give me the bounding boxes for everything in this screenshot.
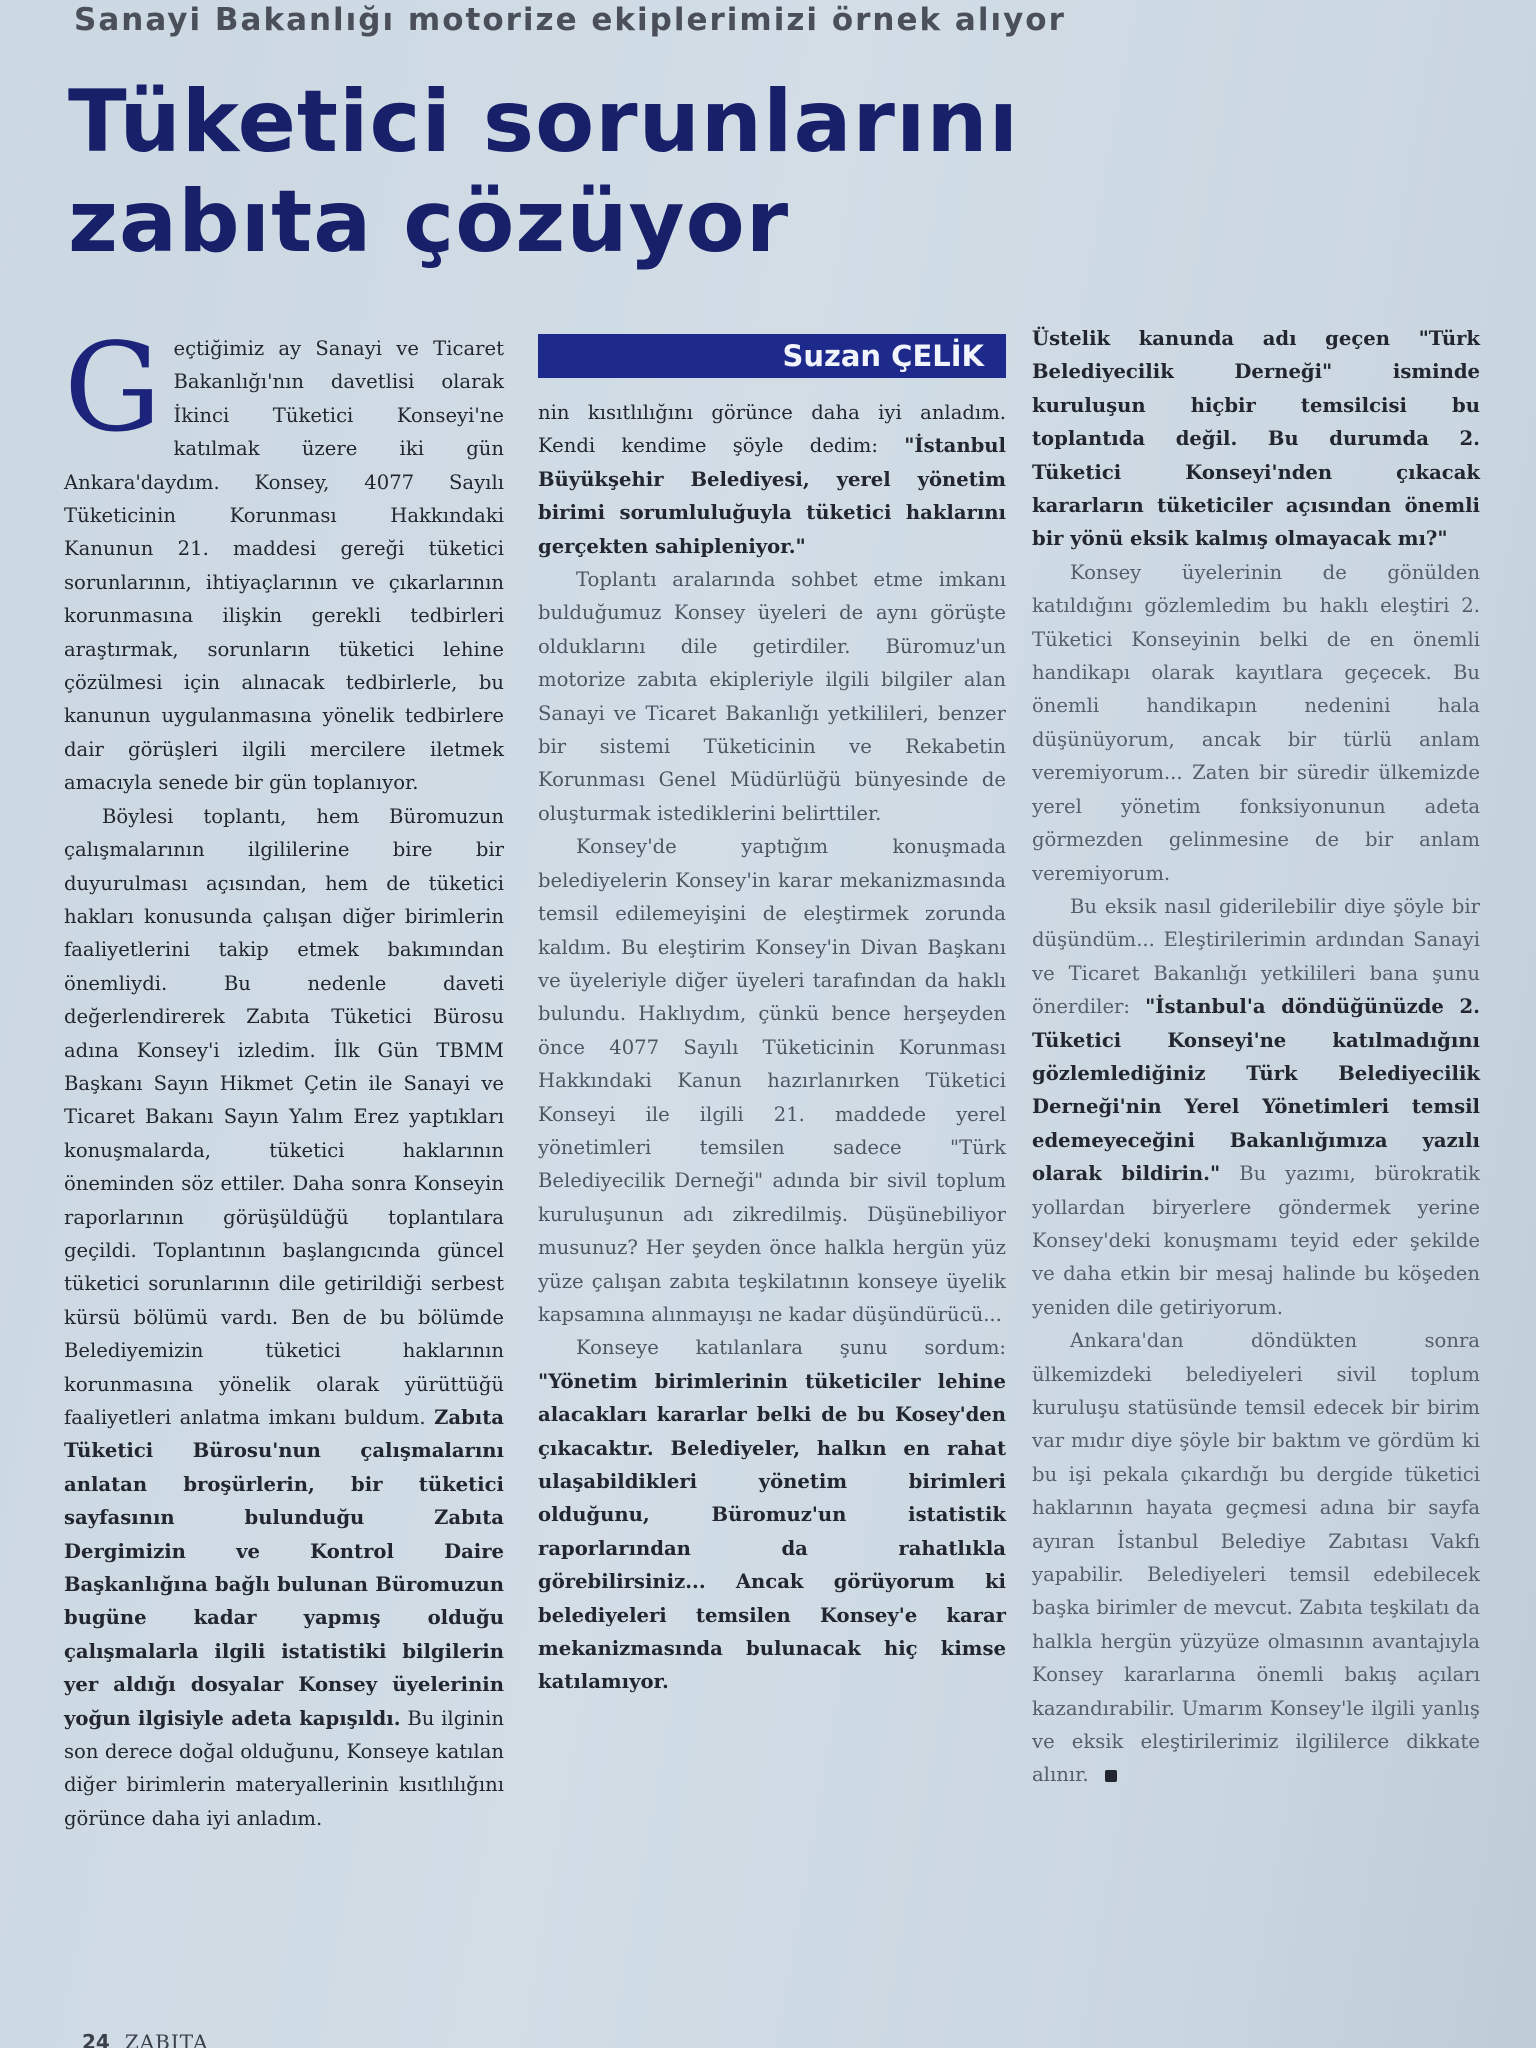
paragraph xyxy=(538,396,1006,563)
paragraph: Toplantı aralarında sohbet etme imkanı bulduğumuz Konsey üyeleri de aynı görüşte olduklarını dile getirdiler. Büromuz'un motorize zabıta ekipleriyle ilgili bilgiler alan Sanayi ve Ticaret Bakanlığı yetkilileri, benzer bir sistemi Tüketicinin ve Rekabetin Korunması Genel Müdürlüğü bünyesinde de oluşturmak istediklerini belirttiler. xyxy=(538,568,1006,825)
paragraph-bold-text: "İstanbul Büyükşehir Belediyesi, yerel yönetim birimi sorumluluğuyla tüketici haklarını gerçekten sahipleniyor." xyxy=(538,434,1006,558)
headline-line-2: zabıta çözüyor xyxy=(68,172,790,272)
article-column-3 xyxy=(1032,322,1480,1792)
paragraph xyxy=(64,317,504,800)
paragraph: Konsey üyelerinin de gönülden katıldığını gözlemledim bu haklı eleştiri 2. Tüketici Konseyinin belki de en önemli handikapı olarak kayıtlara geçecek. Bu önemli handikapın nedenini hala düşünüyorum, ancak bir türlü anlam veremiyorum... Zaten bir süredir ülkemizde yerel yönetim fonksiyonunun adeta görmezden gelinmesine de bir anlam veremiyorum. xyxy=(1032,560,1480,885)
drop-cap: G xyxy=(64,317,162,459)
end-of-article-icon xyxy=(1105,1770,1117,1782)
article-column-1 xyxy=(64,317,505,1835)
paragraph-bold-text: Zabıta Tüketici Bürosu'nun çalışmalarını anlatan broşürlerin, bir tüketici sayfasının bulunduğu Zabıta Dergimizin ve Kontrol Daire Başkanlığına bağlı bulunan Büromuzun bugüne kadar yapmış olduğu çalışmalarla ilgili istatistiki bilgilerin yer aldığı dosyalar Konsey üyelerinin yoğun ilgisiyle adeta kapışıldı. xyxy=(64,1406,504,1730)
author-byline: Suzan ÇELİK xyxy=(538,334,1006,378)
page-number: 24 xyxy=(82,2030,110,2048)
paragraph-text: Bu ilginin son derece doğal olduğunu, Konseye katılan diğer birimlerin materyallerinin kısıtlılığını görünce daha iyi anladım. xyxy=(64,1706,505,1830)
magazine-name: ZABITA xyxy=(124,2030,209,2048)
paragraph xyxy=(1032,1324,1480,1792)
paragraph-text: Böylesi toplantı, hem Büromuzun çalışmalarının ilgililerine bire bir duyurulması açısından, hem de tüketici hakları konusunda çalışan diğer birimlerin faaliyetlerini takip etmek bakımından önemliydi. Bu nedenle daveti değerlendirerek Zabıta Tüketici Bürosu adına Konsey'i izledim. İlk Gün TBMM Başkanı Sayın Hikmet Çetin ile Sanayi ve Ticaret Bakanı Sayın Yalım Erez yaptıkları konuşmalarda, tüketici haklarının öneminden söz ettiler. Daha sonra Konseyin raporlarının görüşüldüğü toplantılara geçildi. Toplantının başlangıcında güncel tüketici sorunlarının dile getirildiği serbest kürsü bölümü vardı. Ben de bu bölümde Belediyemizin tüketici haklarının korunmasına yönelik olarak yürüttüğü faaliyetleri anlatma imkanı buldum. xyxy=(64,804,504,1429)
kicker: Sanayi Bakanlığı motorize ekiplerimizi örnek alıyor xyxy=(74,2,1066,38)
paragraph xyxy=(1032,890,1480,1324)
paragraph-bold-text: "İstanbul'a döndüğünüzde 2. Tüketici Konseyi'ne katılmadığını gözlemlediğiniz Türk Belediyecilik Derneği'nin Yerel Yönetimleri temsil edemeyeceğini Bakanlığımıza yazılı olarak bildirin." xyxy=(1032,995,1480,1186)
paragraph-bold-text: Üstelik kanunda adı geçen "Türk Belediyecilik Derneği" isminde kuruluşun hiçbir temsilcisi bu toplantıda değil. Bu durumda 2. Tüketici Konseyi'nden çıkacak kararların tüketiciler açısından önemli bir yönü eksik kalmış olmayacak mı?" xyxy=(1032,327,1480,551)
paragraph-text: nin kısıtlılığını görünce daha iyi anladım. Kendi kendime şöyle dedim: xyxy=(538,401,1006,458)
paragraph-text: Konseye katılanlara şunu sordum: xyxy=(576,1336,1006,1360)
paragraph-text: Ankara'dan döndükten sonra ülkemizdeki belediyeleri sivil toplum kuruluşu statüsünde temsil edecek bir birim var mıdır diye şöyle bir baktım ve gördüm ki bu işi pekala çıkardığı bu dergide tüketici haklarının hayata geçmesi adına bir sayfa ayıran İstanbul Belediye Zabıtası Vakfı yapabilir. Belediyeleri temsil edebilecek başka birimler de mevcut. Zabıta teşkilatı da halkla hergün yüzyüze olmasının avantajıyla Konsey kararlarına önemli bakış açıları kazandırabilir. Umarım Konsey'le ilgili yanlış ve eksik eleştirilerimiz ilgililerce dikkate alınır. xyxy=(1032,1329,1480,1787)
paragraph-text: eçtiğimiz ay Sanayi ve Ticaret Bakanlığı'nın davetlisi olarak İkinci Tüketici Konseyi'ne katılmak üzere iki gün Ankara'daydım. Konsey, 4077 Sayılı Tüketicinin Korunması Hakkındaki Kanunun 21. maddesi gereği tüketici sorunlarının, ihtiyaçlarının ve çıkarlarının korunmasına ilişkin gerekli tedbirleri araştırmak, sorunların tüketici lehine çözülmesi için alınacak tedbirlerle, bu kanunun uygulanmasına yönelik tedbirlere dair görüşleri ilgili mercilere iletmek amacıyla senede bir gün toplanıyor. xyxy=(64,337,504,795)
paragraph: Konsey'de yaptığım konuşmada belediyelerin Konsey'in karar mekanizmasında temsil edilemeyişini de eleştirmek zorunda kaldım. Bu eleştirim Konsey'in Divan Başkanı ve üyeleriyle diğer üyeleri tarafından da haklı bulundu. Haklıydım, çünkü bence herşeyden önce 4077 Sayılı Tüketicinin Korunması Hakkındaki Kanun hazırlanırken Tüketici Konseyi ile ilgili 21. maddede yerel yönetimleri temsilen sadece "Türk Belediyecilik Derneği" adında bir sivil toplum kuruluşunun adı zikredilmiş. Düşünebiliyor musunuz? Her şeyden önce halkla hergün yüz yüze çalışan zabıta teşkilatının konseye üyelik kapsamına alınmayışı ne kadar düşündürücü... xyxy=(538,835,1006,1326)
page-folio xyxy=(82,2030,208,2048)
headline xyxy=(68,72,1019,272)
paragraph xyxy=(538,1331,1006,1698)
article-column-2 xyxy=(538,396,1006,1699)
paragraph-text: Bu eksik nasıl giderilebilir diye şöyle bir düşündüm... Eleştirilerimin ardından Sanayi ve Ticaret Bakanlığı yetkilileri bana şunu önerdiler: xyxy=(1032,894,1480,1019)
paragraph xyxy=(1032,322,1480,556)
headline-line-1: Tüketici sorunlarını xyxy=(68,72,1020,172)
paragraph-text: Bu yazımı, bürokratik yollardan biryerlere göndermek yerine Konsey'deki konuşmamı teyid eder şekilde ve daha etkin bir mesaj halinde bu köşeden yeniden dile getiriyorum. xyxy=(1032,1162,1480,1319)
paragraph-bold-text: "Yönetim birimlerinin tüketiciler lehine alacakları kararlar belki de bu Kosey'den çıkacaktır. Belediyeler, halkın en rahat ulaşabildikleri yönetim birimleri olduğunu, Büromuz'un istatistik raporlarından da rahatlıkla görebilirsiniz... Ancak görüyorum ki belediyeleri temsilen Konsey'e karar mekanizmasında bulunacak hiç kimse katılamıyor. xyxy=(538,1369,1006,1694)
paragraph xyxy=(64,800,504,1836)
